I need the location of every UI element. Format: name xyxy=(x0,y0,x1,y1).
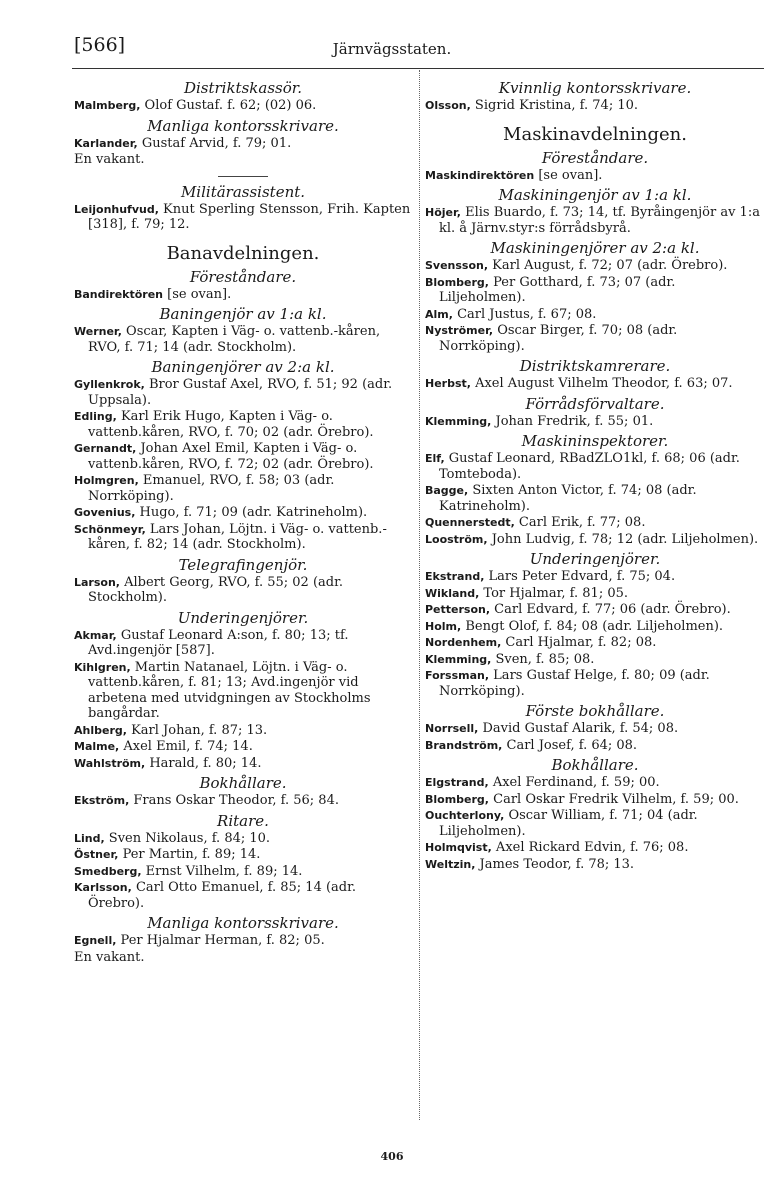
person-surname: Forssman, xyxy=(425,669,490,682)
person-details: Lars Peter Edvard, f. 75; 04. xyxy=(484,569,676,584)
right-column xyxy=(425,76,765,873)
subsection-heading: Bokhållare. xyxy=(551,756,639,774)
personnel-entry xyxy=(425,258,765,274)
person-details: Johan Fredrik, f. 55; 01. xyxy=(491,413,654,429)
person-surname: Werner, xyxy=(74,325,122,338)
person-details: Knut Sperling Stensson, Frih. Kapten [318], f. 79; 12. xyxy=(88,201,411,232)
subsection-heading: Underingenjörer. xyxy=(177,608,309,627)
person-surname: Holmqvist, xyxy=(425,841,492,854)
subsection-heading: Distriktskassör. xyxy=(183,79,303,97)
person-details: Carl Josef, f. 64; 08. xyxy=(502,737,638,753)
personnel-entry xyxy=(425,205,765,236)
person-details: Oscar, Kapten i Väg- o. vattenb.-kåren, RVO, f. 71; 14 (adr. Stockholm). xyxy=(88,324,381,355)
person-surname: Wikland, xyxy=(425,586,480,600)
personnel-entry xyxy=(425,635,765,651)
person-surname: Smedberg, xyxy=(74,864,142,878)
person-details: Carl Otto Emanuel, f. 85; 14 (adr. Örebro). xyxy=(88,880,357,911)
person-details: Carl Justus, f. 67; 08. xyxy=(452,306,597,322)
personnel-entry xyxy=(74,202,412,233)
person-details: Carl Erik, f. 77; 08. xyxy=(514,515,646,530)
personnel-entry xyxy=(425,275,765,306)
person-details: Olof Gustaf. f. 62; (02) 06. xyxy=(140,98,317,113)
person-surname: Ahlberg, xyxy=(74,723,127,737)
person-details: Carl Oskar Fredrik Vilhelm, f. 59; 00. xyxy=(489,791,739,807)
person-surname: Norrsell, xyxy=(425,722,479,735)
person-surname: Holmgren, xyxy=(74,474,139,487)
person-details: Axel Emil, f. 74; 14. xyxy=(119,739,253,754)
subsection-heading: Manliga kontorsskrivare. xyxy=(147,914,339,932)
person-details: [se ovan]. xyxy=(163,286,232,302)
person-surname: Elf, xyxy=(425,452,445,465)
person-surname: Bagge, xyxy=(425,484,469,497)
personnel-entry xyxy=(425,168,765,184)
person-surname: Olsson, xyxy=(425,99,471,112)
person-surname: Klemming, xyxy=(425,652,492,666)
person-details: Per Martin, f. 89; 14. xyxy=(118,847,261,862)
person-surname: Blomberg, xyxy=(425,792,489,806)
personnel-entry xyxy=(74,441,412,472)
person-surname: Nyströmer, xyxy=(425,324,494,337)
person-details: Karl August, f. 72; 07 (adr. Örebro). xyxy=(488,258,728,273)
person-details: David Gustaf Alarik, f. 54; 08. xyxy=(478,721,679,736)
subsection-heading: Kvinnlig kontorsskrivare. xyxy=(498,79,692,97)
personnel-entry xyxy=(74,831,412,847)
personnel-entry xyxy=(425,532,765,548)
personnel-entry xyxy=(425,569,765,585)
subsection-heading: Maskiningenjörer av 2:a kl. xyxy=(490,239,700,257)
person-details: Harald, f. 80; 14. xyxy=(145,755,262,771)
department-heading: Maskinavdelningen. xyxy=(503,123,687,145)
person-details: Karl Erik Hugo, Kapten i Väg- o. vattenb.kåren, RVO, f. 70; 02 (adr. Örebro). xyxy=(88,409,374,440)
person-details: Per Gotthard, f. 73; 07 (adr. Liljeholmen). xyxy=(439,274,676,305)
subsection-heading: Ritare. xyxy=(217,811,269,830)
personnel-entry xyxy=(425,515,765,531)
person-details: Per Hjalmar Herman, f. 82; 05. xyxy=(116,933,325,948)
subsection-heading: Förste bokhållare. xyxy=(525,702,665,720)
personnel-entry xyxy=(74,473,412,504)
left-column xyxy=(74,76,412,966)
person-details: Sven, f. 85; 08. xyxy=(491,651,595,667)
personnel-entry xyxy=(74,628,412,659)
subsection-heading: Föreståndare. xyxy=(541,148,649,167)
personnel-entry xyxy=(425,668,765,699)
personnel-entry xyxy=(425,775,765,791)
person-details: Oscar William, f. 71; 04 (adr. Liljeholmen). xyxy=(439,808,698,839)
personnel-entry xyxy=(74,847,412,863)
person-surname: Ekstrand, xyxy=(425,570,485,583)
person-details: Frans Oskar Theodor, f. 56; 84. xyxy=(129,793,339,808)
subsection-heading: Baningenjörer av 2:a kl. xyxy=(151,358,335,376)
section-divider xyxy=(218,176,268,177)
personnel-entry xyxy=(425,840,765,856)
person-surname: Petterson, xyxy=(425,603,491,616)
person-surname: Ekström, xyxy=(74,794,130,807)
subsection-heading: Manliga kontorsskrivare. xyxy=(147,116,339,135)
personnel-entry xyxy=(425,602,765,618)
personnel-entry xyxy=(74,739,412,755)
personnel-entry xyxy=(425,586,765,602)
personnel-entry xyxy=(74,793,412,809)
person-details: Axel August Vilhelm Theodor, f. 63; 07. xyxy=(470,376,733,391)
person-surname: Gyllenkrok, xyxy=(74,378,145,391)
person-surname: Govenius, xyxy=(74,506,136,519)
subsection-heading: Bokhållare. xyxy=(199,774,287,792)
person-details: Emanuel, RVO, f. 58; 03 (adr. Norrköping). xyxy=(88,473,335,504)
person-surname: Karlsson, xyxy=(74,881,132,894)
person-surname: Egnell, xyxy=(74,934,117,947)
personnel-entry xyxy=(74,98,412,114)
personnel-entry xyxy=(74,324,412,355)
person-details: Ernst Vilhelm, f. 89; 14. xyxy=(141,863,303,879)
personnel-entry xyxy=(425,323,765,354)
personnel-entry xyxy=(425,376,765,392)
personnel-entry xyxy=(425,483,765,514)
person-details: James Teodor, f. 78; 13. xyxy=(475,856,635,872)
personnel-entry xyxy=(425,808,765,839)
person-surname: Schönmeyr, xyxy=(74,522,146,536)
running-title: Järnvägsstaten. xyxy=(332,40,452,58)
personnel-entry xyxy=(74,136,412,152)
person-surname: Blomberg, xyxy=(425,275,489,289)
person-details: Johan Axel Emil, Kapten i Väg- o. vattenb.kåren, RVO, f. 72; 02 (adr. Örebro). xyxy=(88,441,374,472)
personnel-entry xyxy=(74,660,412,722)
personnel-entry xyxy=(74,409,412,440)
person-surname: Malmberg, xyxy=(74,99,141,112)
person-surname: Ouchterlony, xyxy=(425,809,505,822)
person-details: Elis Buardo, f. 73; 14, tf. Byråingenjör av 1:a kl. å Järnv.styr:s förrådsbyrå. xyxy=(439,205,760,236)
personnel-entry xyxy=(74,756,412,772)
person-details: Sixten Anton Victor, f. 74; 08 (adr. Katrineholm). xyxy=(439,483,697,514)
header-rule xyxy=(72,68,764,69)
person-surname: Kihlgren, xyxy=(74,660,131,674)
person-surname: Östner, xyxy=(74,848,119,861)
page-number: [566] xyxy=(74,34,126,56)
subsection-heading: Maskiningenjör av 1:a kl. xyxy=(498,186,692,204)
person-surname: Maskindirektören xyxy=(425,168,535,182)
personnel-entry xyxy=(74,522,412,553)
person-details: Carl Edvard, f. 77; 06 (adr. Örebro). xyxy=(490,602,731,617)
footer-number: 406 xyxy=(380,1150,404,1163)
person-details: Tor Hjalmar, f. 81; 05. xyxy=(479,585,629,601)
person-surname: Höjer, xyxy=(425,206,461,219)
personnel-entry xyxy=(74,723,412,739)
person-surname: Looström, xyxy=(425,532,488,546)
vacancy-note: En vakant. xyxy=(74,949,145,965)
person-details: Lars Gustaf Helge, f. 80; 09 (adr. Norrköping). xyxy=(439,668,710,699)
person-details: Karl Johan, f. 87; 13. xyxy=(126,722,268,738)
person-details: Carl Hjalmar, f. 82; 08. xyxy=(501,635,657,650)
subsection-heading: Militärassistent. xyxy=(180,182,306,201)
personnel-entry xyxy=(425,98,765,114)
subsection-heading: Underingenjörer. xyxy=(529,550,661,568)
vacancy-note: En vakant. xyxy=(74,152,145,167)
person-surname: Lind, xyxy=(74,831,105,845)
person-details: Lars Johan, Löjtn. i Väg- o. vattenb.-kåren, f. 82; 14 (adr. Stockholm). xyxy=(88,521,387,552)
personnel-entry xyxy=(425,652,765,668)
subsection-heading: Förrådsförvaltare. xyxy=(525,394,665,413)
person-surname: Malme, xyxy=(74,740,120,753)
person-surname: Nordenhem, xyxy=(425,636,502,649)
person-surname: Karlander, xyxy=(74,136,138,150)
person-details: Gustaf Leonard, RBadZLO1kl, f. 68; 06 (adr. Tomteboda). xyxy=(439,451,740,482)
personnel-entry xyxy=(425,414,765,430)
subsection-heading: Distriktskamrerare. xyxy=(519,357,671,375)
subsection-heading: Baningenjör av 1:a kl. xyxy=(159,305,327,323)
person-surname: Klemming, xyxy=(425,414,492,428)
department-heading: Banavdelningen. xyxy=(166,242,320,264)
subsection-heading: Föreståndare. xyxy=(189,267,297,286)
personnel-entry xyxy=(74,933,412,949)
personnel-entry xyxy=(74,287,412,303)
person-surname: Wahlström, xyxy=(74,756,146,770)
person-surname: Larson, xyxy=(74,575,120,589)
person-details: Albert Georg, RVO, f. 55; 02 (adr. Stockholm). xyxy=(88,574,344,605)
personnel-entry xyxy=(425,307,765,323)
subsection-heading: Telegrafingenjör. xyxy=(178,555,308,574)
person-details: Oscar Birger, f. 70; 08 (adr. Norrköping). xyxy=(439,323,678,354)
personnel-entry xyxy=(74,864,412,880)
personnel-entry xyxy=(425,792,765,808)
person-surname: Gernandt, xyxy=(74,442,137,455)
column-divider xyxy=(419,70,420,1120)
subsection-heading: Maskininspektorer. xyxy=(521,432,669,450)
person-surname: Holm, xyxy=(425,619,462,633)
person-surname: Quennerstedt, xyxy=(425,516,515,529)
person-details: Bror Gustaf Axel, RVO, f. 51; 92 (adr. Uppsala). xyxy=(88,377,393,408)
person-details: Hugo, f. 71; 09 (adr. Katrineholm). xyxy=(135,505,368,520)
person-details: Axel Ferdinand, f. 59; 00. xyxy=(488,775,660,790)
person-details: Gustaf Arvid, f. 79; 01. xyxy=(137,135,292,151)
person-details: John Ludvig, f. 78; 12 (adr. Liljeholmen). xyxy=(487,531,759,547)
person-surname: Elgstrand, xyxy=(425,776,489,789)
personnel-entry xyxy=(425,857,765,873)
person-details: Sigrid Kristina, f. 74; 10. xyxy=(470,98,639,113)
person-surname: Akmar, xyxy=(74,628,117,642)
person-surname: Alm, xyxy=(425,307,453,321)
person-details: Gustaf Leonard A:son, f. 80; 13; tf. Avd.ingenjör [587]. xyxy=(88,627,349,658)
person-surname: Brandström, xyxy=(425,738,503,752)
personnel-entry xyxy=(425,451,765,482)
person-surname: Weltzin, xyxy=(425,857,476,871)
personnel-entry xyxy=(425,619,765,635)
person-surname: Svensson, xyxy=(425,259,489,272)
person-details: [se ovan]. xyxy=(534,167,603,183)
personnel-entry xyxy=(425,738,765,754)
personnel-entry xyxy=(74,880,412,911)
person-surname: Edling, xyxy=(74,410,117,423)
personnel-entry xyxy=(74,377,412,408)
person-details: Martin Natanael, Löjtn. i Väg- o. vattenb.kåren, f. 81; 13; Avd.ingenjör vid arbetena med utvidgningen av Stockholms bangårdar. xyxy=(88,659,371,721)
person-surname: Herbst, xyxy=(425,377,471,390)
personnel-entry xyxy=(425,721,765,737)
person-details: Axel Rickard Edvin, f. 76; 08. xyxy=(491,840,689,855)
person-surname: Leijonhufvud, xyxy=(74,202,159,216)
person-surname: Bandirektören xyxy=(74,287,164,301)
personnel-entry xyxy=(74,575,412,606)
personnel-entry xyxy=(74,505,412,521)
person-details: Bengt Olof, f. 84; 08 (adr. Liljeholmen). xyxy=(461,618,724,634)
person-details: Sven Nikolaus, f. 84; 10. xyxy=(104,830,271,846)
